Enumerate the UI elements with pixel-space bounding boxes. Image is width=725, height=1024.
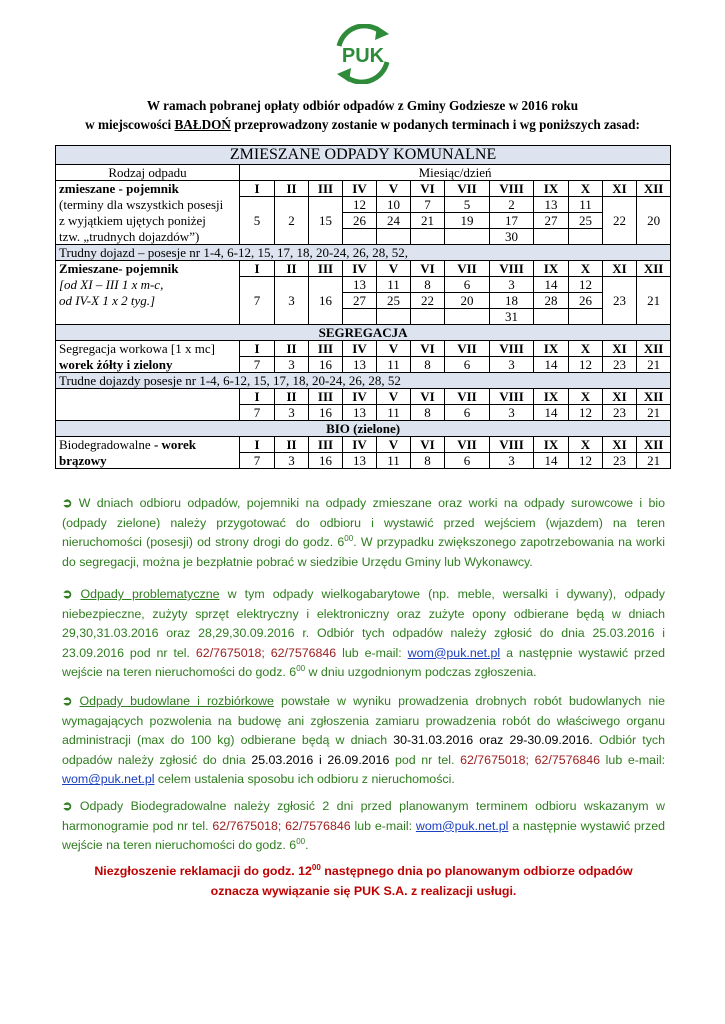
phone-numbers: 62/7675018; 62/7576846: [195, 645, 337, 660]
day-cell: [309, 229, 343, 245]
day-cell: 7: [240, 293, 275, 309]
s5-label-2: brązowy: [56, 453, 240, 469]
table-row: [56, 405, 671, 421]
s5-label-1: [56, 437, 240, 453]
col-month-header: Miesiąc/dzień: [240, 165, 671, 181]
day-cell: 12: [343, 197, 377, 213]
day-cell: 21: [637, 357, 671, 373]
day-cell: 8: [411, 357, 445, 373]
arrow-right-icon: ➲: [62, 799, 73, 813]
schedule-table: [55, 145, 671, 469]
month-cell: VIII: [490, 437, 534, 453]
s1-label-4: tzw. „trudnych dojazdów”): [56, 229, 240, 245]
day-cell: 16: [309, 405, 343, 421]
day-cell: 27: [534, 213, 569, 229]
month-cell: V: [377, 261, 411, 277]
day-cell: 21: [637, 405, 671, 421]
day-cell: [240, 197, 275, 213]
day-cell: 6: [445, 453, 490, 469]
day-cell: 3: [490, 405, 534, 421]
p2-text-a: w tym odpady wielkogabarytowe (np. meble, wersalki i dywany), odpady niebezpieczne, zużyty sprzęt elektryczny i elektroniczny oraz zużyte opony odbierane będą w dniach 29,30,31.03.2016 oraz 28,29,30.09.2016 r. Odbiór tych odpadów należy zgłosić do dnia 25.03.2016 i 23.09.2016 pod nr tel.: [62, 587, 665, 660]
day-cell: [411, 309, 445, 325]
s2-label-3: od IV-X 1 x 2 tyg.]: [56, 293, 240, 309]
p2-text-d: w dniu uzgodnionym podczas zgłoszenia.: [305, 665, 537, 680]
day-cell: 3: [275, 405, 309, 421]
s5-label-1b: - worek: [153, 437, 196, 453]
day-cell: [637, 197, 671, 213]
table-row: [56, 293, 671, 309]
s2-label-2: [od XI – III 1 x m-c,: [56, 277, 240, 293]
day-cell: 8: [411, 453, 445, 469]
month-cell: II: [275, 437, 309, 453]
month-cell: IV: [343, 341, 377, 357]
paragraph-construction-waste: [62, 692, 665, 790]
p3-text-e: celem ustalenia sposobu ich odbioru z nieruchomości.: [154, 772, 455, 787]
day-cell: 12: [569, 453, 603, 469]
day-cell: 2: [275, 213, 309, 229]
heading-line-2-c: przeprowadzony zostanie w podanych terminach i wg poniższych zasad:: [230, 117, 640, 132]
s1-label-3: z wyjątkiem ujętych poniżej: [56, 213, 240, 229]
day-cell: [343, 229, 377, 245]
month-cell: IV: [343, 181, 377, 197]
month-cell: VI: [411, 181, 445, 197]
p4-text-b: lub e-mail:: [350, 818, 416, 833]
s3-label-1: Segregacja workowa [1 x mc]: [56, 341, 240, 357]
paragraph-collection-info: [62, 494, 665, 572]
day-cell: 21: [637, 293, 671, 309]
month-cell: VI: [411, 389, 445, 405]
final-line-1a: Niezgłoszenie reklamacji do godz. 12: [94, 864, 312, 878]
table-row: [56, 341, 671, 357]
p4-text-c: a następnie wystawić przed wejście na teren nieruchomości do godz. 6: [62, 818, 665, 853]
month-cell: VII: [445, 341, 490, 357]
email-link[interactable]: wom@puk.net.pl: [415, 818, 509, 833]
day-cell: 6: [445, 405, 490, 421]
month-cell: VIII: [490, 341, 534, 357]
month-cell: I: [240, 437, 275, 453]
phone-numbers: 62/7675018; 62/7576846: [212, 818, 351, 833]
day-cell: 21: [411, 213, 445, 229]
day-cell: [275, 277, 309, 293]
day-cell: 10: [377, 197, 411, 213]
month-cell: VII: [445, 181, 490, 197]
day-cell: 5: [240, 213, 275, 229]
paragraph-problematic-waste: [62, 585, 665, 683]
band-row: [56, 325, 671, 341]
day-cell: 16: [309, 293, 343, 309]
day-cell: 6: [445, 277, 490, 293]
band-row: [56, 421, 671, 437]
day-cell: 20: [445, 293, 490, 309]
town-name: BAŁDOŃ: [174, 117, 231, 132]
month-cell: II: [275, 341, 309, 357]
logo-text: PUK: [341, 45, 385, 67]
table-row: [56, 213, 671, 229]
p2-text-c: a następnie wystawić przed wejście na teren nieruchomości do godz. 6: [62, 645, 666, 680]
table-row: [56, 181, 671, 197]
p3-text-a: powstałe w wyniku prowadzenia drobnych robót budowlanych nie wymagających pozwolenia na budowę ani zgłoszenia zamiaru prowadzenia robót do właściwego organu administracji (max do 100 kg) odbierane będą w dniach: [62, 694, 665, 748]
month-cell: VII: [445, 389, 490, 405]
day-cell: 3: [490, 357, 534, 373]
day-cell: 30: [490, 229, 534, 245]
day-cell: 27: [343, 293, 377, 309]
day-cell: 11: [377, 277, 411, 293]
s1-label-1: zmieszane - pojemnik: [56, 181, 240, 197]
day-cell: [603, 309, 637, 325]
s4-label-empty: [56, 389, 240, 405]
day-cell: 14: [534, 453, 569, 469]
p2-sup: 00: [296, 664, 306, 674]
band-segregation: SEGREGACJA: [56, 325, 671, 341]
s3-label-2: worek żółty i zielony: [56, 357, 240, 373]
arrow-right-icon: ➲: [62, 587, 73, 601]
table-row: [56, 357, 671, 373]
table-row: [56, 389, 671, 405]
month-cell: XII: [637, 261, 671, 277]
day-cell: 7: [240, 453, 275, 469]
phone-numbers: 62/7675018; 62/7576846: [460, 752, 601, 767]
paragraph-bio-waste: [62, 797, 665, 856]
s1-label-2: (terminy dla wszystkich posesji: [56, 197, 240, 213]
day-cell: 8: [411, 277, 445, 293]
day-cell: 15: [309, 213, 343, 229]
p3-text-d: lub e-mail:: [600, 752, 666, 767]
month-cell: V: [377, 341, 411, 357]
month-cell: XI: [603, 389, 637, 405]
day-cell: 11: [377, 453, 411, 469]
table-title: ZMIESZANE ODPADY KOMUNALNE: [56, 146, 671, 165]
day-cell: 13: [534, 197, 569, 213]
month-cell: V: [377, 389, 411, 405]
table-row: [56, 197, 671, 213]
month-cell: X: [569, 261, 603, 277]
month-cell: VIII: [490, 261, 534, 277]
day-cell: 11: [377, 405, 411, 421]
month-cell: VI: [411, 261, 445, 277]
month-cell: III: [309, 341, 343, 357]
day-cell: 6: [445, 357, 490, 373]
band-row: [56, 373, 671, 389]
day-cell: 31: [490, 309, 534, 325]
construction-waste-title: Odpady budowlane i rozbiórkowe: [79, 694, 274, 708]
month-cell: XI: [603, 181, 637, 197]
day-cell: 11: [377, 357, 411, 373]
month-cell: V: [377, 181, 411, 197]
month-cell: VIII: [490, 181, 534, 197]
day-cell: [240, 277, 275, 293]
month-cell: IV: [343, 437, 377, 453]
day-cell: 23: [603, 293, 637, 309]
day-cell: 24: [377, 213, 411, 229]
day-cell: [637, 309, 671, 325]
table-row: [56, 229, 671, 245]
day-cell: 3: [275, 357, 309, 373]
day-cell: 7: [411, 197, 445, 213]
day-cell: 14: [534, 405, 569, 421]
month-cell: III: [309, 437, 343, 453]
band-row: [56, 245, 671, 261]
p1-sup: 00: [344, 534, 354, 544]
day-cell: 11: [569, 197, 603, 213]
month-cell: IV: [343, 389, 377, 405]
day-cell: [637, 229, 671, 245]
table-row: [56, 437, 671, 453]
day-cell: 20: [637, 213, 671, 229]
day-cell: 26: [569, 293, 603, 309]
month-cell: V: [377, 437, 411, 453]
day-cell: 3: [490, 453, 534, 469]
table-row: [56, 261, 671, 277]
heading-line-1: W ramach pobranej opłaty odbiór odpadów z Gminy Godziesze w 2016 roku: [146, 98, 579, 113]
month-cell: X: [569, 389, 603, 405]
p1-text-a: W dniach odbioru odpadów, pojemniki na odpady zmieszane oraz worki na odpady surowcowe i bio (odpady zielone) należy przygotować do odbioru i wystawić przed wejściem (wjazdem) na teren nieruchomości (posesji) od strony drogi do godz. 6: [62, 496, 665, 550]
month-cell: X: [569, 437, 603, 453]
p3-text-b: Odbiór tych odpadów należy zgłosić do dnia: [62, 733, 665, 767]
month-cell: IX: [534, 437, 569, 453]
day-cell: 22: [603, 213, 637, 229]
day-cell: [240, 229, 275, 245]
table-title-row: [56, 146, 671, 165]
month-cell: II: [275, 181, 309, 197]
month-cell: XI: [603, 341, 637, 357]
arrow-right-icon: ➲: [62, 694, 73, 708]
final-line-1b: następnego dnia po planowanym odbiorze odpadów: [320, 864, 633, 878]
day-cell: 7: [240, 405, 275, 421]
day-cell: 5: [445, 197, 490, 213]
day-cell: 28: [534, 293, 569, 309]
final-line-1: [62, 862, 665, 882]
month-cell: II: [275, 261, 309, 277]
month-cell: VII: [445, 261, 490, 277]
problematic-waste-title: Odpady problematyczne: [80, 587, 220, 601]
arrow-right-icon: ➲: [62, 496, 73, 510]
day-cell: 7: [240, 357, 275, 373]
header-row: [56, 165, 671, 181]
day-cell: [569, 229, 603, 245]
s2-label-1: Zmieszane- pojemnik: [56, 261, 240, 277]
s4-label-empty-2: [56, 405, 240, 421]
day-cell: 19: [445, 213, 490, 229]
day-cell: 25: [377, 293, 411, 309]
day-cell: 13: [343, 405, 377, 421]
p1-text-b: . W przypadku zwiększonego zapotrzebowania na worki do segregacji, można je bezpłatnie pobrać w siedzibie Urzędu Gminy lub Wykonawcy.: [62, 535, 665, 569]
email-link[interactable]: wom@puk.net.pl: [62, 772, 155, 787]
month-cell: III: [309, 261, 343, 277]
day-cell: [569, 309, 603, 325]
day-cell: 23: [603, 453, 637, 469]
p3-deadline-dates: 25.03.2016 i 26.09.2016: [251, 752, 390, 767]
month-cell: IX: [534, 341, 569, 357]
p4-text-a: Odpady Biodegradowalne należy zgłosić 2 dni przed planowanym terminem odbioru wskazanym w harmonogramie pod nr tel.: [62, 799, 665, 833]
month-cell: IV: [343, 261, 377, 277]
final-sup: 00: [311, 862, 321, 872]
month-cell: I: [240, 389, 275, 405]
month-cell: XI: [603, 261, 637, 277]
day-cell: [343, 309, 377, 325]
month-cell: I: [240, 181, 275, 197]
month-cell: III: [309, 389, 343, 405]
band-difficult-access-1: Trudny dojazd – posesje nr 1-4, 6-12, 15, 17, 18, 20-24, 26, 28, 52,: [56, 245, 671, 261]
day-cell: [275, 197, 309, 213]
month-cell: XII: [637, 341, 671, 357]
day-cell: 26: [343, 213, 377, 229]
day-cell: 23: [603, 357, 637, 373]
day-cell: 16: [309, 357, 343, 373]
month-cell: II: [275, 389, 309, 405]
day-cell: 14: [534, 357, 569, 373]
p4-text-d: .: [305, 838, 309, 853]
day-cell: [275, 229, 309, 245]
col-type-header: Rodzaj odpadu: [56, 165, 240, 181]
day-cell: [309, 309, 343, 325]
month-cell: IX: [534, 389, 569, 405]
day-cell: 2: [490, 197, 534, 213]
email-link[interactable]: wom@puk.net.pl: [407, 645, 501, 660]
month-cell: XII: [637, 389, 671, 405]
month-cell: I: [240, 261, 275, 277]
day-cell: 13: [343, 277, 377, 293]
table-row: [56, 453, 671, 469]
day-cell: [445, 229, 490, 245]
month-cell: I: [240, 341, 275, 357]
puk-logo: [329, 24, 397, 84]
day-cell: [377, 229, 411, 245]
page-heading: [40, 96, 685, 134]
day-cell: [309, 277, 343, 293]
month-cell: IX: [534, 261, 569, 277]
month-cell: X: [569, 341, 603, 357]
day-cell: 14: [534, 277, 569, 293]
p4-sup: 00: [296, 837, 306, 847]
month-cell: IX: [534, 181, 569, 197]
day-cell: [603, 277, 637, 293]
day-cell: 8: [411, 405, 445, 421]
day-cell: 23: [603, 405, 637, 421]
table-row: [56, 277, 671, 293]
p3-text-c: pod nr tel.: [389, 752, 461, 767]
day-cell: 3: [490, 277, 534, 293]
day-cell: [377, 309, 411, 325]
day-cell: 22: [411, 293, 445, 309]
final-notice: [62, 862, 665, 901]
month-cell: XI: [603, 437, 637, 453]
month-cell: VI: [411, 341, 445, 357]
day-cell: [603, 229, 637, 245]
day-cell: [603, 197, 637, 213]
day-cell: 3: [275, 293, 309, 309]
band-difficult-access-2: Trudne dojazdy posesje nr 1-4, 6-12, 15, 17, 18, 20-24, 26, 28, 52: [56, 373, 671, 389]
final-line-2: oznacza wywiązanie się PUK S.A. z realizacji usługi.: [210, 883, 517, 898]
month-cell: XII: [637, 437, 671, 453]
day-cell: 12: [569, 357, 603, 373]
month-cell: III: [309, 181, 343, 197]
day-cell: 16: [309, 453, 343, 469]
day-cell: [309, 197, 343, 213]
day-cell: 12: [569, 277, 603, 293]
band-bio: BIO (zielone): [56, 421, 671, 437]
month-cell: VI: [411, 437, 445, 453]
month-cell: VIII: [490, 389, 534, 405]
p3-dates: 30-31.03.2016 oraz 29-30.09.2016.: [393, 733, 593, 748]
day-cell: [275, 309, 309, 325]
day-cell: 25: [569, 213, 603, 229]
month-cell: VII: [445, 437, 490, 453]
s2-label-empty: [56, 309, 240, 325]
day-cell: [534, 309, 569, 325]
day-cell: 18: [490, 293, 534, 309]
day-cell: 13: [343, 453, 377, 469]
heading-line-2: [40, 115, 685, 134]
day-cell: [445, 309, 490, 325]
day-cell: [411, 229, 445, 245]
day-cell: [637, 277, 671, 293]
table-row: [56, 309, 671, 325]
month-cell: X: [569, 181, 603, 197]
heading-line-2-a: w miejscowości: [85, 117, 175, 132]
day-cell: 17: [490, 213, 534, 229]
month-cell: XII: [637, 181, 671, 197]
day-cell: 13: [343, 357, 377, 373]
day-cell: [534, 229, 569, 245]
p2-text-b: lub e-mail:: [336, 645, 408, 660]
day-cell: 3: [275, 453, 309, 469]
s5-label-1a: Biodegradowalne: [59, 437, 154, 453]
day-cell: 12: [569, 405, 603, 421]
day-cell: 21: [637, 453, 671, 469]
day-cell: [240, 309, 275, 325]
